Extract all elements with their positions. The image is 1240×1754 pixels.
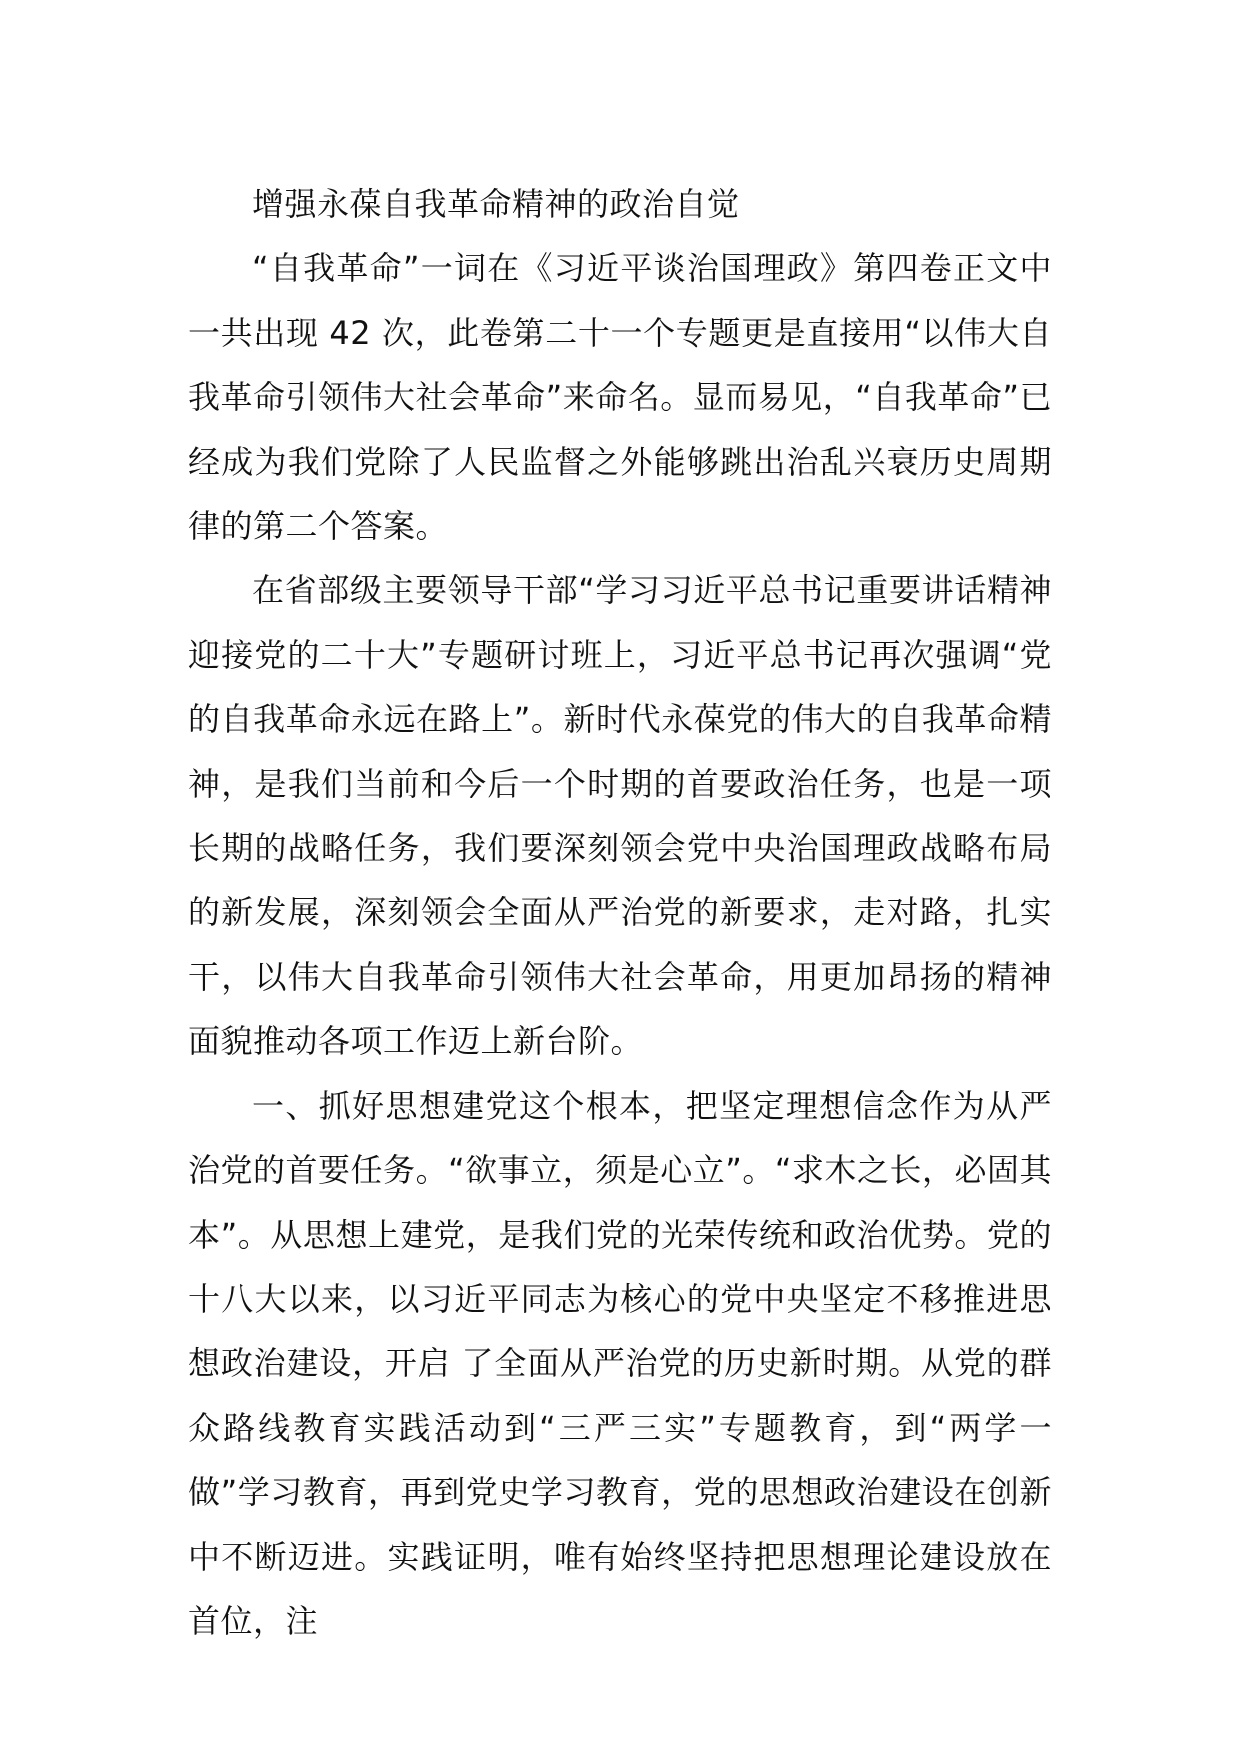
document-body bbox=[188, 172, 1052, 1653]
document-title: 增强永葆自我革命精神的政治自觉 bbox=[252, 185, 740, 223]
paragraph-2: 在省部级主要领导干部“学习习近平总书记重要讲话精神迎接党的二十大”专题研讨班上，习近平总书记再次强调“党的自我革命永远在路上”。新时代永葆党的伟大的自我革命精神，是我们当前和今后一个时期的首要政治任务，也是一项长期的战略任务，我们要深刻领会党中央治国理政战略布局的新发展，深刻领会全面从严治党的新要求，走对路，扎实干，以伟大自我革命引领伟大社会革命，用更加昂扬的精神面貌推动各项工作迈上新台阶。 bbox=[188, 571, 1052, 1061]
paragraph-3: 一、抓好思想建党这个根本，把坚定理想信念作为从严治党的首要任务。“欲事立，须是心立”。“求木之长，必固其本”。从思想上建党，是我们党的光荣传统和政治优势。党的十八大以来，以习近平同志为核心的党中央坚定不移推进思想政治建设，开启 了全面从严治党的历史新时期。从党的群众路线教育实践活动到“三严三实”专题教育，到“两学一做”学习教育，再到党史学习教育，党的思想政治建设在创新中不断迈进。实践证明，唯有始终坚持把思想理论建设放在首位，注 bbox=[188, 1086, 1052, 1640]
paragraph-1: “自我革命”一词在《习近平谈治国理政》第四卷正文中一共出现 42 次，此卷第二十一个专题更是直接用“以伟大自我革命引领伟大社会革命”来命名。显而易见，“自我革命”已经成为我们党除了人民监督之外能够跳出治乱兴衰历史周期律的第二个答案。 bbox=[188, 249, 1052, 546]
